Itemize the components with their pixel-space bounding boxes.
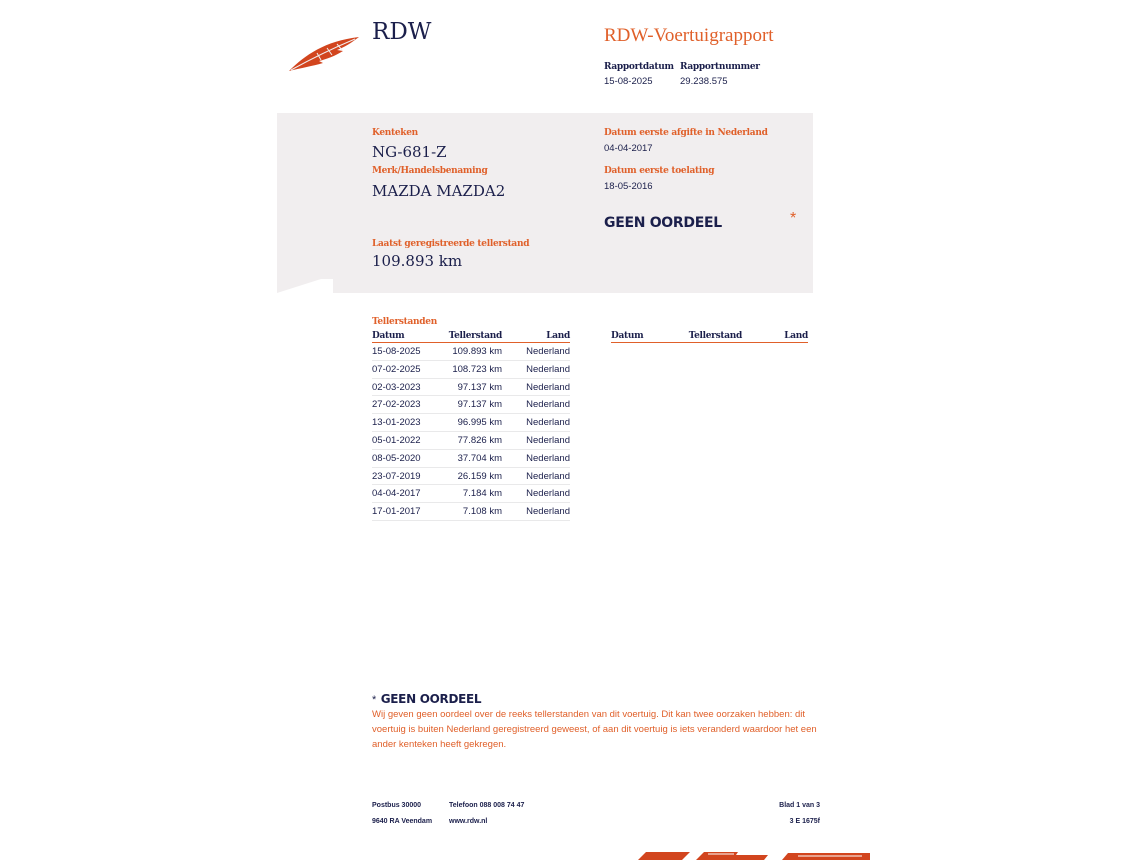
footnote-title: GEEN OORDEEL xyxy=(380,692,482,706)
report-number-label: Rapportnummer xyxy=(680,62,760,72)
footer-code: 3 E 1675f xyxy=(789,818,820,825)
footer-postbus: Postbus 30000 xyxy=(372,802,422,809)
footnote-text: Wij geven geen oordeel over de reeks tellerstanden van dit voertuig. Dit kan twee oorzaken hebben: dit voertuig is buiten Nederland geregistreerd geweest, of aan dit voertuig is iets veranderd waardoor het een ander kenteken heeft gekregen. xyxy=(372,709,817,750)
footnote-asterisk: * xyxy=(372,694,377,706)
table-row xyxy=(372,396,570,414)
row-reading: 108.723 km xyxy=(452,363,502,375)
row-country: Nederland xyxy=(526,434,570,446)
row-reading: 109.893 km xyxy=(452,346,502,357)
col-country-2: Land xyxy=(784,331,808,341)
footer-city: 9640 RA Veendam xyxy=(372,818,433,825)
report-title: RDW-Voertuigrapport xyxy=(604,25,774,46)
table-row xyxy=(372,414,570,432)
odometer-table-title: Tellerstanden xyxy=(372,317,437,327)
row-country: Nederland xyxy=(526,506,570,518)
plate-label: Kenteken xyxy=(372,128,418,138)
row-country: Nederland xyxy=(526,488,570,500)
row-date: 05-01-2022 xyxy=(372,434,421,446)
row-reading: 7.184 km xyxy=(462,488,502,500)
table-header-2 xyxy=(611,331,808,343)
make-value: MAZDA MAZDA2 xyxy=(372,182,506,200)
row-date: 13-01-2023 xyxy=(372,417,421,429)
make-label: Merk/Handelsbenaming xyxy=(372,166,488,176)
row-reading: 97.137 km xyxy=(457,381,502,393)
odometer-label: Laatst geregistreerde tellerstand xyxy=(372,239,530,249)
odometer-value: 109.893 km xyxy=(372,252,463,270)
col-date: Datum xyxy=(372,331,405,341)
footer-decoration xyxy=(638,849,870,860)
report-date-label: Rapportdatum xyxy=(604,62,674,72)
vehicle-summary-panel xyxy=(277,113,813,293)
row-date: 23-07-2019 xyxy=(372,470,421,482)
row-country: Nederland xyxy=(526,417,570,429)
col-reading-2: Tellerstand xyxy=(688,331,742,341)
row-reading: 96.995 km xyxy=(457,417,502,429)
row-reading: 77.826 km xyxy=(457,434,502,446)
row-reading: 37.704 km xyxy=(457,452,502,464)
footer-phone: Telefoon 088 008 74 47 xyxy=(449,802,525,809)
row-date: 08-05-2020 xyxy=(372,452,421,464)
verdict-asterisk: * xyxy=(790,210,797,227)
report-date: 15-08-2025 xyxy=(604,76,653,87)
table-header xyxy=(372,331,570,343)
row-country: Nederland xyxy=(526,381,570,393)
first-admission-value: 18-05-2016 xyxy=(604,181,653,192)
table-row xyxy=(372,379,570,397)
footnote-heading xyxy=(372,690,481,708)
row-reading: 7.108 km xyxy=(462,506,502,518)
row-country: Nederland xyxy=(526,346,570,357)
first-issue-nl-value: 04-04-2017 xyxy=(604,143,653,154)
row-date: 02-03-2023 xyxy=(372,381,421,393)
table-row xyxy=(372,503,570,521)
row-reading: 26.159 km xyxy=(457,470,502,482)
verdict: GEEN OORDEEL xyxy=(604,215,722,231)
row-country: Nederland xyxy=(526,399,570,411)
table-row xyxy=(372,361,570,379)
col-date-2: Datum xyxy=(611,331,644,341)
row-country: Nederland xyxy=(526,470,570,482)
rdw-feather-logo xyxy=(287,33,361,73)
first-issue-nl-label: Datum eerste afgifte in Nederland xyxy=(604,128,768,138)
org-name: RDW xyxy=(372,19,432,45)
footer-web[interactable]: www.rdw.nl xyxy=(449,818,488,825)
table-row xyxy=(372,343,570,361)
row-reading: 97.137 km xyxy=(457,399,502,411)
row-date: 15-08-2025 xyxy=(372,346,421,357)
row-country: Nederland xyxy=(526,452,570,464)
odometer-table-left xyxy=(372,331,570,521)
table-row xyxy=(372,485,570,503)
first-admission-label: Datum eerste toelating xyxy=(604,166,715,176)
row-date: 17-01-2017 xyxy=(372,506,421,518)
col-country: Land xyxy=(546,331,570,341)
table-row xyxy=(372,432,570,450)
col-reading: Tellerstand xyxy=(448,331,502,341)
footer-page: Blad 1 van 3 xyxy=(779,802,820,809)
row-country: Nederland xyxy=(526,363,570,375)
table-row xyxy=(372,450,570,468)
table-row xyxy=(372,468,570,486)
odometer-table-right xyxy=(611,331,808,343)
report-number: 29.238.575 xyxy=(680,76,728,87)
row-date: 07-02-2025 xyxy=(372,363,421,375)
plate-value: NG-681-Z xyxy=(372,143,447,161)
row-date: 04-04-2017 xyxy=(372,488,421,500)
row-date: 27-02-2023 xyxy=(372,399,421,411)
